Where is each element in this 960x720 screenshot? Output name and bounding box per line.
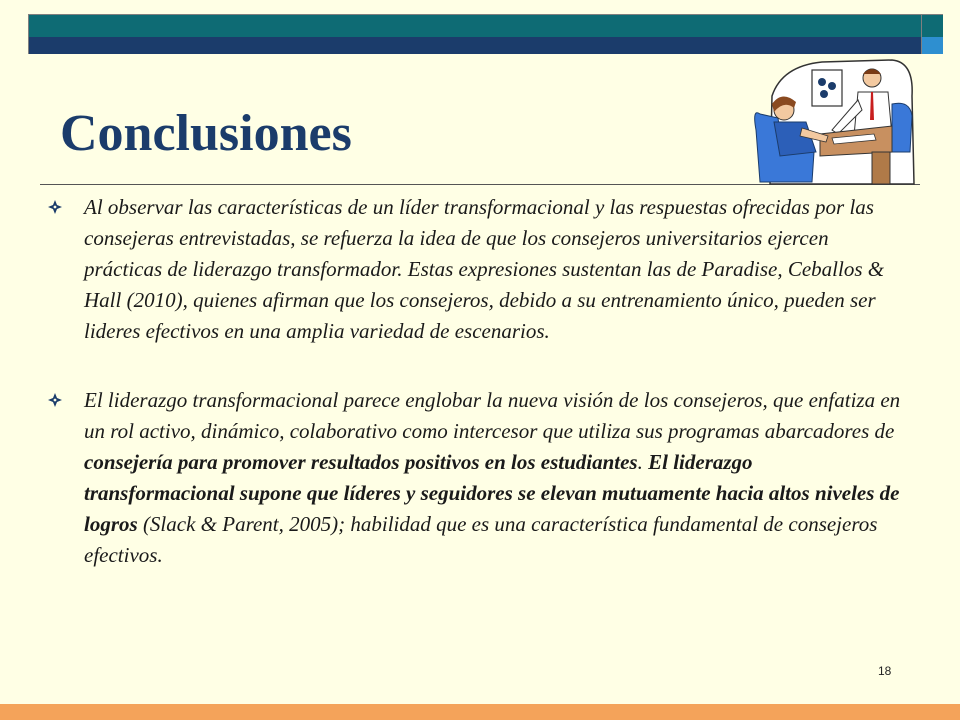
bullet-item xyxy=(48,385,908,571)
bullet-paragraph xyxy=(84,385,908,571)
bullet-item xyxy=(48,192,908,347)
slide-title: Conclusiones xyxy=(60,105,352,162)
slide-content xyxy=(48,192,908,571)
bullet-text: . xyxy=(637,450,649,474)
bullet-text: Al observar las características de un líder transformacional y las respuestas ofrecidas por las consejeras entrevistadas, se refuerza la idea de que los consejeros universitarios ejercen prácticas de liderazgo transformador. Estas expresiones sustentan las de Paradise, Ceballos & Hall (2010), quienes afirman que los consejeros, debido a su entrenamiento único, pueden ser lideres efectivos en una amplia variedad de escenarios. xyxy=(84,195,885,343)
page-number: 18 xyxy=(878,664,892,678)
header-corner-square-teal xyxy=(921,15,943,37)
header-bar-teal-strip xyxy=(29,15,942,37)
header-corner-square-blue xyxy=(921,37,943,54)
bullet-text-bold: El liderazgo transformacional supone que líderes y seguidores se elevan mutuamente hacia altos niveles de logros xyxy=(84,450,900,536)
bullet-text: (Slack & Parent, 2005); habilidad que es una característica fundamental de consejeros efectivos. xyxy=(84,512,878,567)
counseling-meeting-clipart xyxy=(742,56,922,188)
footer-bar xyxy=(0,704,960,720)
diamond-bullet-icon xyxy=(48,200,62,214)
header-bar-navy-strip xyxy=(29,37,942,54)
bullet-paragraph xyxy=(84,192,908,347)
bullet-text-bold: consejería para promover resultados positivos en los estudiantes xyxy=(84,450,638,474)
header-bar xyxy=(28,14,943,54)
bullet-text: El liderazgo transformacional parece englobar la nueva visión de los consejeros, que enfatiza en un rol activo, dinámico, colaborativo como intercesor que utiliza sus programas abarcadores de xyxy=(84,388,901,443)
diamond-bullet-icon xyxy=(48,393,62,407)
